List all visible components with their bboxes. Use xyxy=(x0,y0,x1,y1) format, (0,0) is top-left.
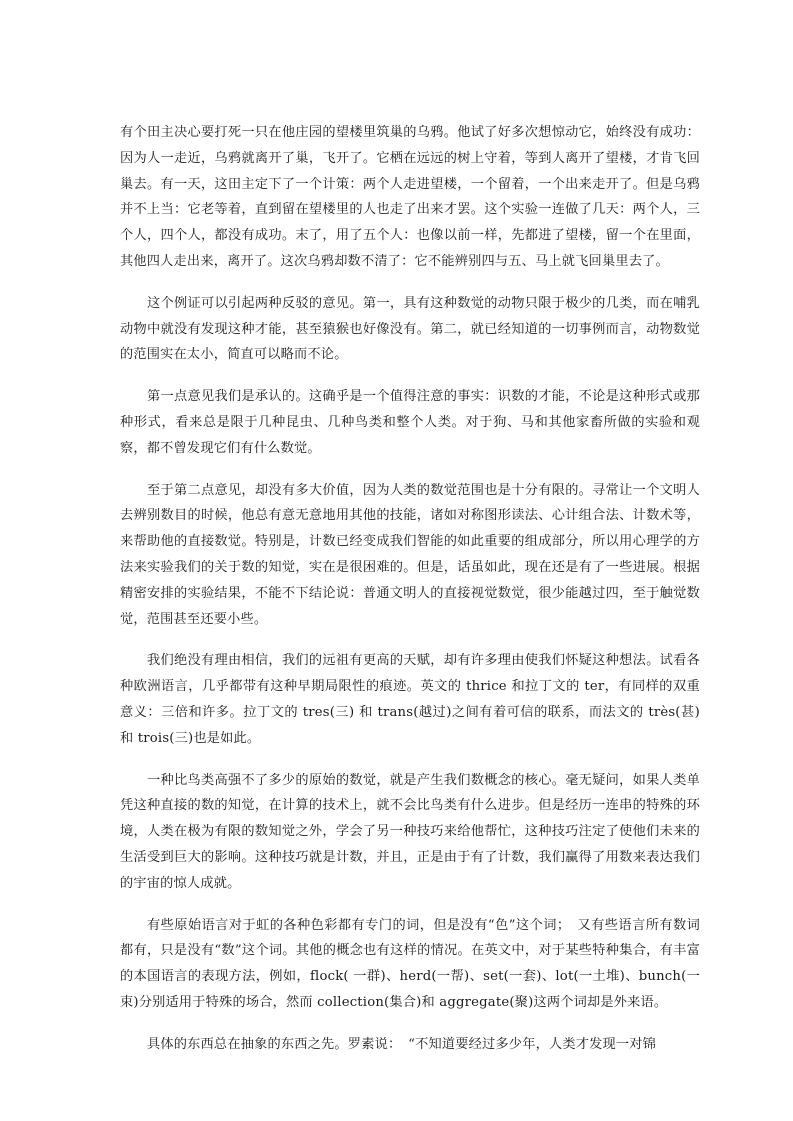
paragraph-4: 至于第二点意见，却没有多大价值，因为人类的数觉范围也是十分有限的。寻常让一个文明人去辨别数目的时候，他总有意无意地用其他的技能，诸如对称图形读法、心计组合法、计数术等，来帮助他的直接数觉。特别是，计数已经变成我们智能的如此重要的组成部分，所以用心理学的方法来实验我们的关于数的知觉，实在是很困难的。但是，话虽如此，现在还是有了一些进展。根据精密安排的实验结果，不能不下结论说：普通文明人的直接视觉数觉，很少能越过四，至于触觉数觉，范围甚至还要小些。 xyxy=(120,482,700,627)
paragraph-1: 有个田主决心要打死一只在他庄园的望楼里筑巢的乌鸦。他试了好多次想惊动它，始终没有成功：因为人一走近，乌鸦就离开了巢，飞开了。它栖在远远的树上守着，等到人离开了望楼，才肯飞回巢去。有一天，这田主定下了一个计策：两个人走进望楼，一个留着，一个出来走开了。但是乌鸦并不上当：它老等着，直到留在望楼里的人也走了出来才罢。这个实验一连做了几天：两个人，三个人，四个人，都没有成功。末了，用了五个人：也像以前一样，先都进了望楼，留一个在里面，其他四人走出来，离开了。这次乌鸦却数不清了：它不能辨别四与五、马上就飞回巢里去了。 xyxy=(120,125,700,269)
paragraph-7: 有些原始语言对于虹的各种色彩都有专门的词，但是没有“色”这个词； 又有些语言所有数词都有，只是没有“数”这个词。其他的概念也有这样的情况。在英文中，对于某些特种集合，有丰富的本国语言的表现方法，例如，flock( 一群)、herd(一帮)、set(一套)、lot(一土堆)、bunch(一束)分别适用于特殊的场合，然而 collection(集合)和 aggregate(聚)这两个词却是外来语。 xyxy=(120,917,700,1010)
body-text xyxy=(120,120,700,1058)
paragraph-8: 具体的东西总在抽象的东西之先。罗素说： “不知道要经过多少年，人类才发现一对锦 xyxy=(147,1036,657,1052)
paragraph-6: 一种比鸟类高强不了多少的原始的数觉，就是产生我们数概念的核心。毫无疑问，如果人类单凭这种直接的数的知觉，在计算的技术上，就不会比鸟类有什么进步。但是经历一连串的特殊的环境，人类在极为有限的数知觉之外，学会了另一种技巧来给他帮忙，这种技巧注定了使他们未来的生活受到巨大的影响。这种技巧就是计数，并且，正是由于有了计数，我们赢得了用数来表达我们的宇宙的惊人成就。 xyxy=(120,772,700,891)
paragraph-5: 我们绝没有理由相信，我们的远祖有更高的天赋，却有许多理由使我们怀疑这种想法。试看各种欧洲语言，几乎都带有这种早期局限性的痕迹。英文的 thrice 和拉丁文的 ter，有同样的双重意义：三倍和许多。拉丁文的 tres(三) 和 trans(越过)之间有着可信的联系，而法文的 très(甚) 和 trois(三)也是如此。 xyxy=(120,653,700,746)
paragraph-3: 第一点意见我们是承认的。这确乎是一个值得注意的事实：识数的才能，不论是这种形式或那种形式，看来总是限于几种昆虫、几种鸟类和整个人类。对于狗、马和其他家畜所做的实验和观察，都不曾发现它们有什么数觉。 xyxy=(120,389,700,456)
paragraph-2: 这个例证可以引起两种反驳的意见。第一，具有这种数觉的动物只限于极少的几类，而在哺乳动物中就没有发现这种才能，甚至猿猴也好像没有。第二，就已经知道的一切事例而言，动物数觉的范围实在太小，简直可以略而不论。 xyxy=(120,295,700,363)
